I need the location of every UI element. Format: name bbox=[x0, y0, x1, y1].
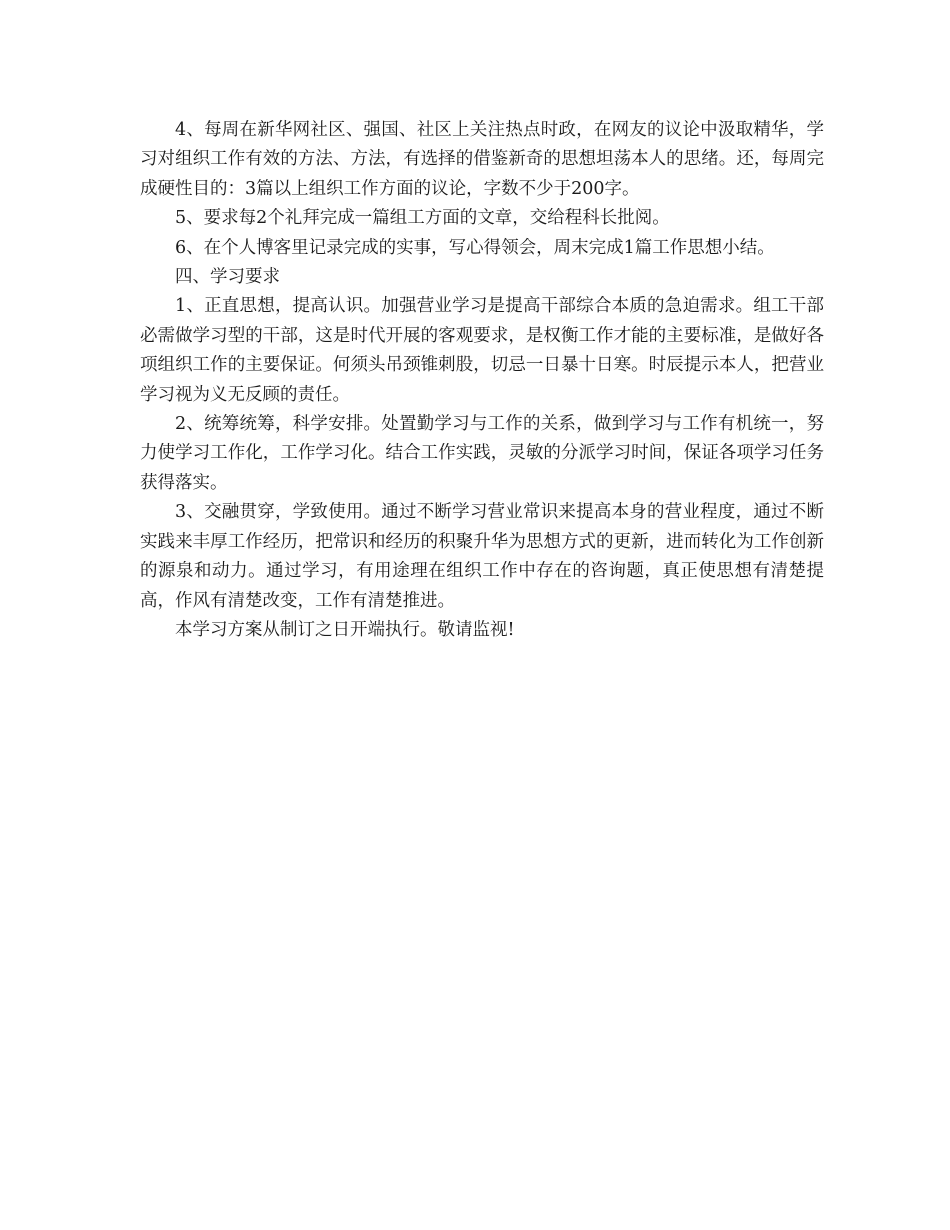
requirement-paragraph-1: 1、正直思想，提高认识。加强营业学习是提高干部综合本质的急迫需求。组工干部必需做学习型的干部，这是时代开展的客观要求，是权衡工作才能的主要标准，是做好各项组织工作的主要保证。何须头吊颈锥刺股，切忌一日暴十日寒。时辰提示本人，把营业学习视为义无反顾的责任。 bbox=[140, 296, 824, 405]
paragraph-item-4: 4、每周在新华网社区、强国、社区上关注热点时政，在网友的议论中汲取精华，学习对组织工作有效的方法、方法，有选择的借鉴新奇的思想坦荡本人的思绪。还，每周完成硬性目的：3篇以上组织工作方面的议论，字数不少于200字。 bbox=[140, 120, 824, 199]
paragraph-item-6: 6、在个人博客里记录完成的实事，写心得领会，周末完成1篇工作思想小结。 bbox=[175, 237, 775, 258]
document-body bbox=[140, 116, 824, 645]
requirement-paragraph-3: 3、交融贯穿，学致使用。通过不断学习营业常识来提高本身的营业程度，通过不断实践来丰厚工作经历，把常识和经历的积聚升华为思想方式的更新，进而转化为工作创新的源泉和动力。通过学习，有用途理在组织工作中存在的咨询题，真正使思想有清楚提高，作风有清楚改变，工作有清楚推进。 bbox=[140, 502, 824, 611]
paragraph-item-5: 5、要求每2个礼拜完成一篇组工方面的文章，交给程科长批阅。 bbox=[175, 208, 670, 229]
section-heading-study-requirements: 四、学习要求 bbox=[175, 267, 280, 288]
closing-statement: 本学习方案从制订之日开端执行。敬请监视! bbox=[175, 619, 515, 640]
requirement-paragraph-2: 2、统筹统筹，科学安排。处置勤学习与工作的关系，做到学习与工作有机统一，努力使学习工作化，工作学习化。结合工作实践，灵敏的分派学习时间，保证各项学习任务获得落实。 bbox=[140, 414, 824, 493]
